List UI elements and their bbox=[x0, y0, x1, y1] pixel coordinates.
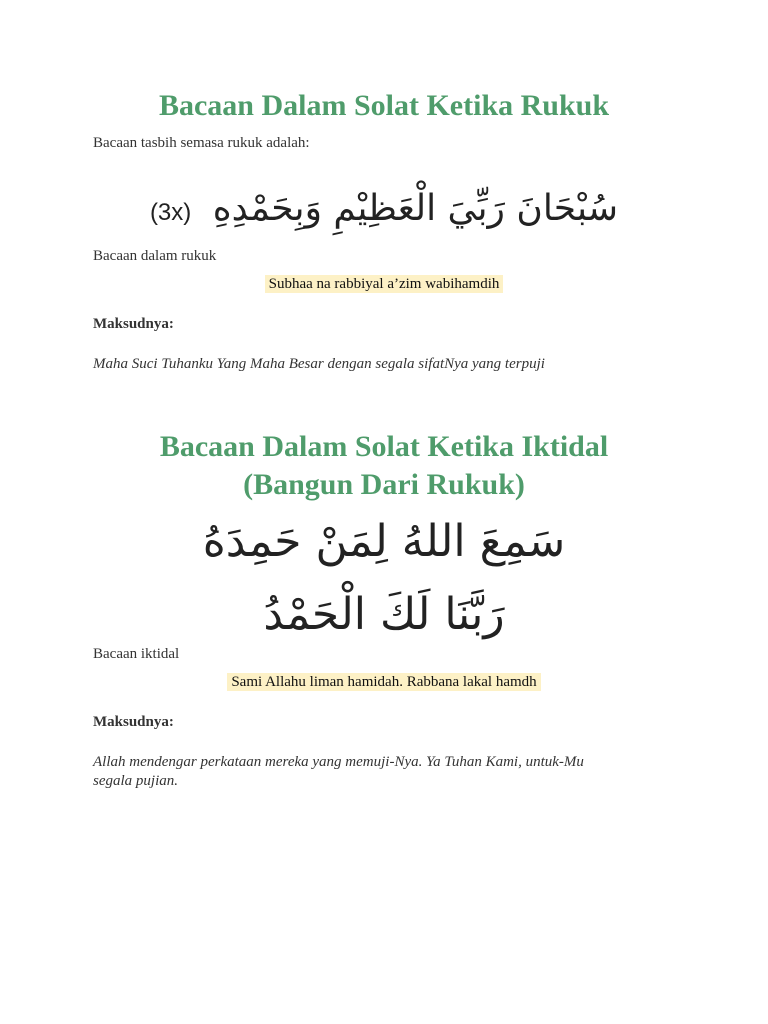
section-2-heading-line-2: (Bangun Dari Rukuk) bbox=[243, 468, 525, 501]
rukuk-tasbih-arabic: سُبْحَانَ رَبِّيَ الْعَظِيْمِ وَبِحَمْدِهِ bbox=[212, 188, 619, 229]
section-2-meaning-line-1: Allah mendengar perkataan mereka yang memuji-Nya. Ya Tuhan Kami, untuk-Mu bbox=[93, 754, 584, 770]
section-1-meaning-label: Maksudnya: bbox=[93, 316, 174, 332]
section-2-transliteration: Sami Allahu liman hamidah. Rabbana lakal hamdh bbox=[227, 673, 540, 691]
section-2-meaning-line-2: segala pujian. bbox=[93, 773, 178, 789]
section-2-reading-label: Bacaan iktidal bbox=[93, 646, 180, 662]
section-1-transliteration-row bbox=[0, 275, 768, 294]
section-2-heading-line-1: Bacaan Dalam Solat Ketika Iktidal bbox=[159, 430, 609, 463]
section-1-heading: Bacaan Dalam Solat Ketika Rukuk bbox=[158, 89, 610, 122]
section-1-intro: Bacaan tasbih semasa rukuk adalah: bbox=[93, 135, 310, 151]
iktidal-arabic-line-2: رَبَّنَا لَكَ الْحَمْدُ bbox=[263, 589, 505, 640]
section-2-meaning-label: Maksudnya: bbox=[93, 714, 174, 730]
repeat-count: (3x) bbox=[149, 199, 192, 226]
section-1-arabic-text bbox=[0, 184, 768, 238]
section-1-transliteration: Subhaa na rabbiyal a’zim wabihamdih bbox=[265, 275, 504, 293]
section-1-meaning: Maha Suci Tuhanku Yang Maha Besar dengan segala sifatNya yang terpuji bbox=[93, 356, 545, 372]
section-2-transliteration-row bbox=[0, 673, 768, 692]
iktidal-arabic-line-1: سَمِعَ اللهُ لِمَنْ حَمِدَهُ bbox=[202, 516, 566, 567]
section-1-reading-label: Bacaan dalam rukuk bbox=[93, 248, 217, 264]
